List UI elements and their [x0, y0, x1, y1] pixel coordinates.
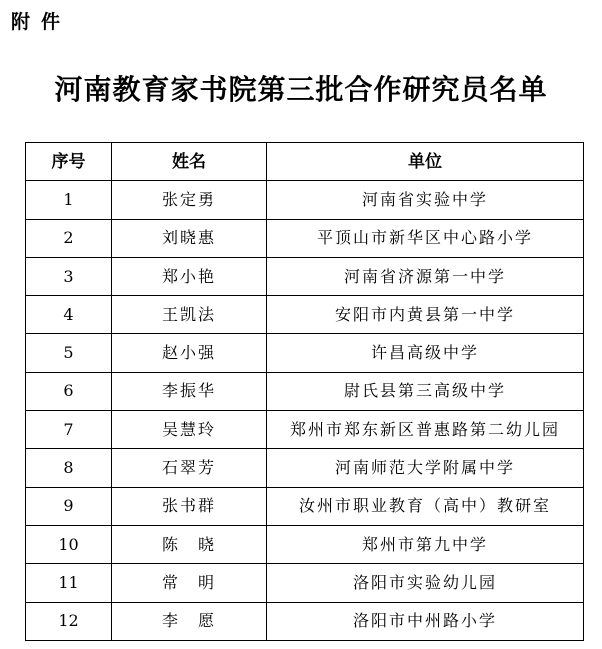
table-header-row — [26, 143, 584, 181]
row-unit: 洛阳市实验幼儿园 — [267, 564, 584, 602]
row-unit: 许昌高级中学 — [267, 334, 584, 372]
row-number: 11 — [26, 564, 112, 602]
column-header-name: 姓名 — [112, 143, 267, 181]
row-unit: 河南省济源第一中学 — [267, 257, 584, 295]
row-number: 7 — [26, 411, 112, 449]
row-number: 1 — [26, 181, 112, 219]
row-unit: 尉氏县第三高级中学 — [267, 372, 584, 410]
row-name: 郑小艳 — [112, 257, 267, 295]
row-name: 张定勇 — [112, 181, 267, 219]
row-unit: 河南省实验中学 — [267, 181, 584, 219]
row-name: 常 明 — [112, 564, 267, 602]
row-name: 吴慧玲 — [112, 411, 267, 449]
table-row — [26, 296, 584, 334]
row-name: 陈 晓 — [112, 525, 267, 563]
row-name: 王凯法 — [112, 296, 267, 334]
row-name: 张书群 — [112, 487, 267, 525]
row-number: 8 — [26, 449, 112, 487]
attachment-label: 附件 — [11, 11, 72, 33]
row-unit: 河南师范大学附属中学 — [267, 449, 584, 487]
table-row — [26, 372, 584, 410]
table-row — [26, 257, 584, 295]
table-row — [26, 449, 584, 487]
row-number: 4 — [26, 296, 112, 334]
row-name: 李振华 — [112, 372, 267, 410]
table-row — [26, 525, 584, 563]
row-name: 刘晓惠 — [112, 219, 267, 257]
table-row — [26, 487, 584, 525]
document-title: 河南教育家书院第三批合作研究员名单 — [54, 73, 548, 106]
column-header-number: 序号 — [26, 143, 112, 181]
row-number: 9 — [26, 487, 112, 525]
row-number: 12 — [26, 602, 112, 640]
row-name: 赵小强 — [112, 334, 267, 372]
row-unit: 安阳市内黄县第一中学 — [267, 296, 584, 334]
table-row — [26, 181, 584, 219]
row-number: 5 — [26, 334, 112, 372]
row-number: 3 — [26, 257, 112, 295]
row-name: 石翠芳 — [112, 449, 267, 487]
row-unit: 郑州市郑东新区普惠路第二幼儿园 — [267, 411, 584, 449]
row-number: 10 — [26, 525, 112, 563]
table-row — [26, 334, 584, 372]
row-name: 李 愿 — [112, 602, 267, 640]
row-number: 2 — [26, 219, 112, 257]
researcher-table — [25, 142, 584, 641]
row-unit: 平顶山市新华区中心路小学 — [267, 219, 584, 257]
table-row — [26, 564, 584, 602]
table-row — [26, 602, 584, 640]
row-unit: 汝州市职业教育（高中）教研室 — [267, 487, 584, 525]
row-number: 6 — [26, 372, 112, 410]
column-header-unit: 单位 — [267, 143, 584, 181]
row-unit: 洛阳市中州路小学 — [267, 602, 584, 640]
table-row — [26, 411, 584, 449]
table-row — [26, 219, 584, 257]
row-unit: 郑州市第九中学 — [267, 525, 584, 563]
